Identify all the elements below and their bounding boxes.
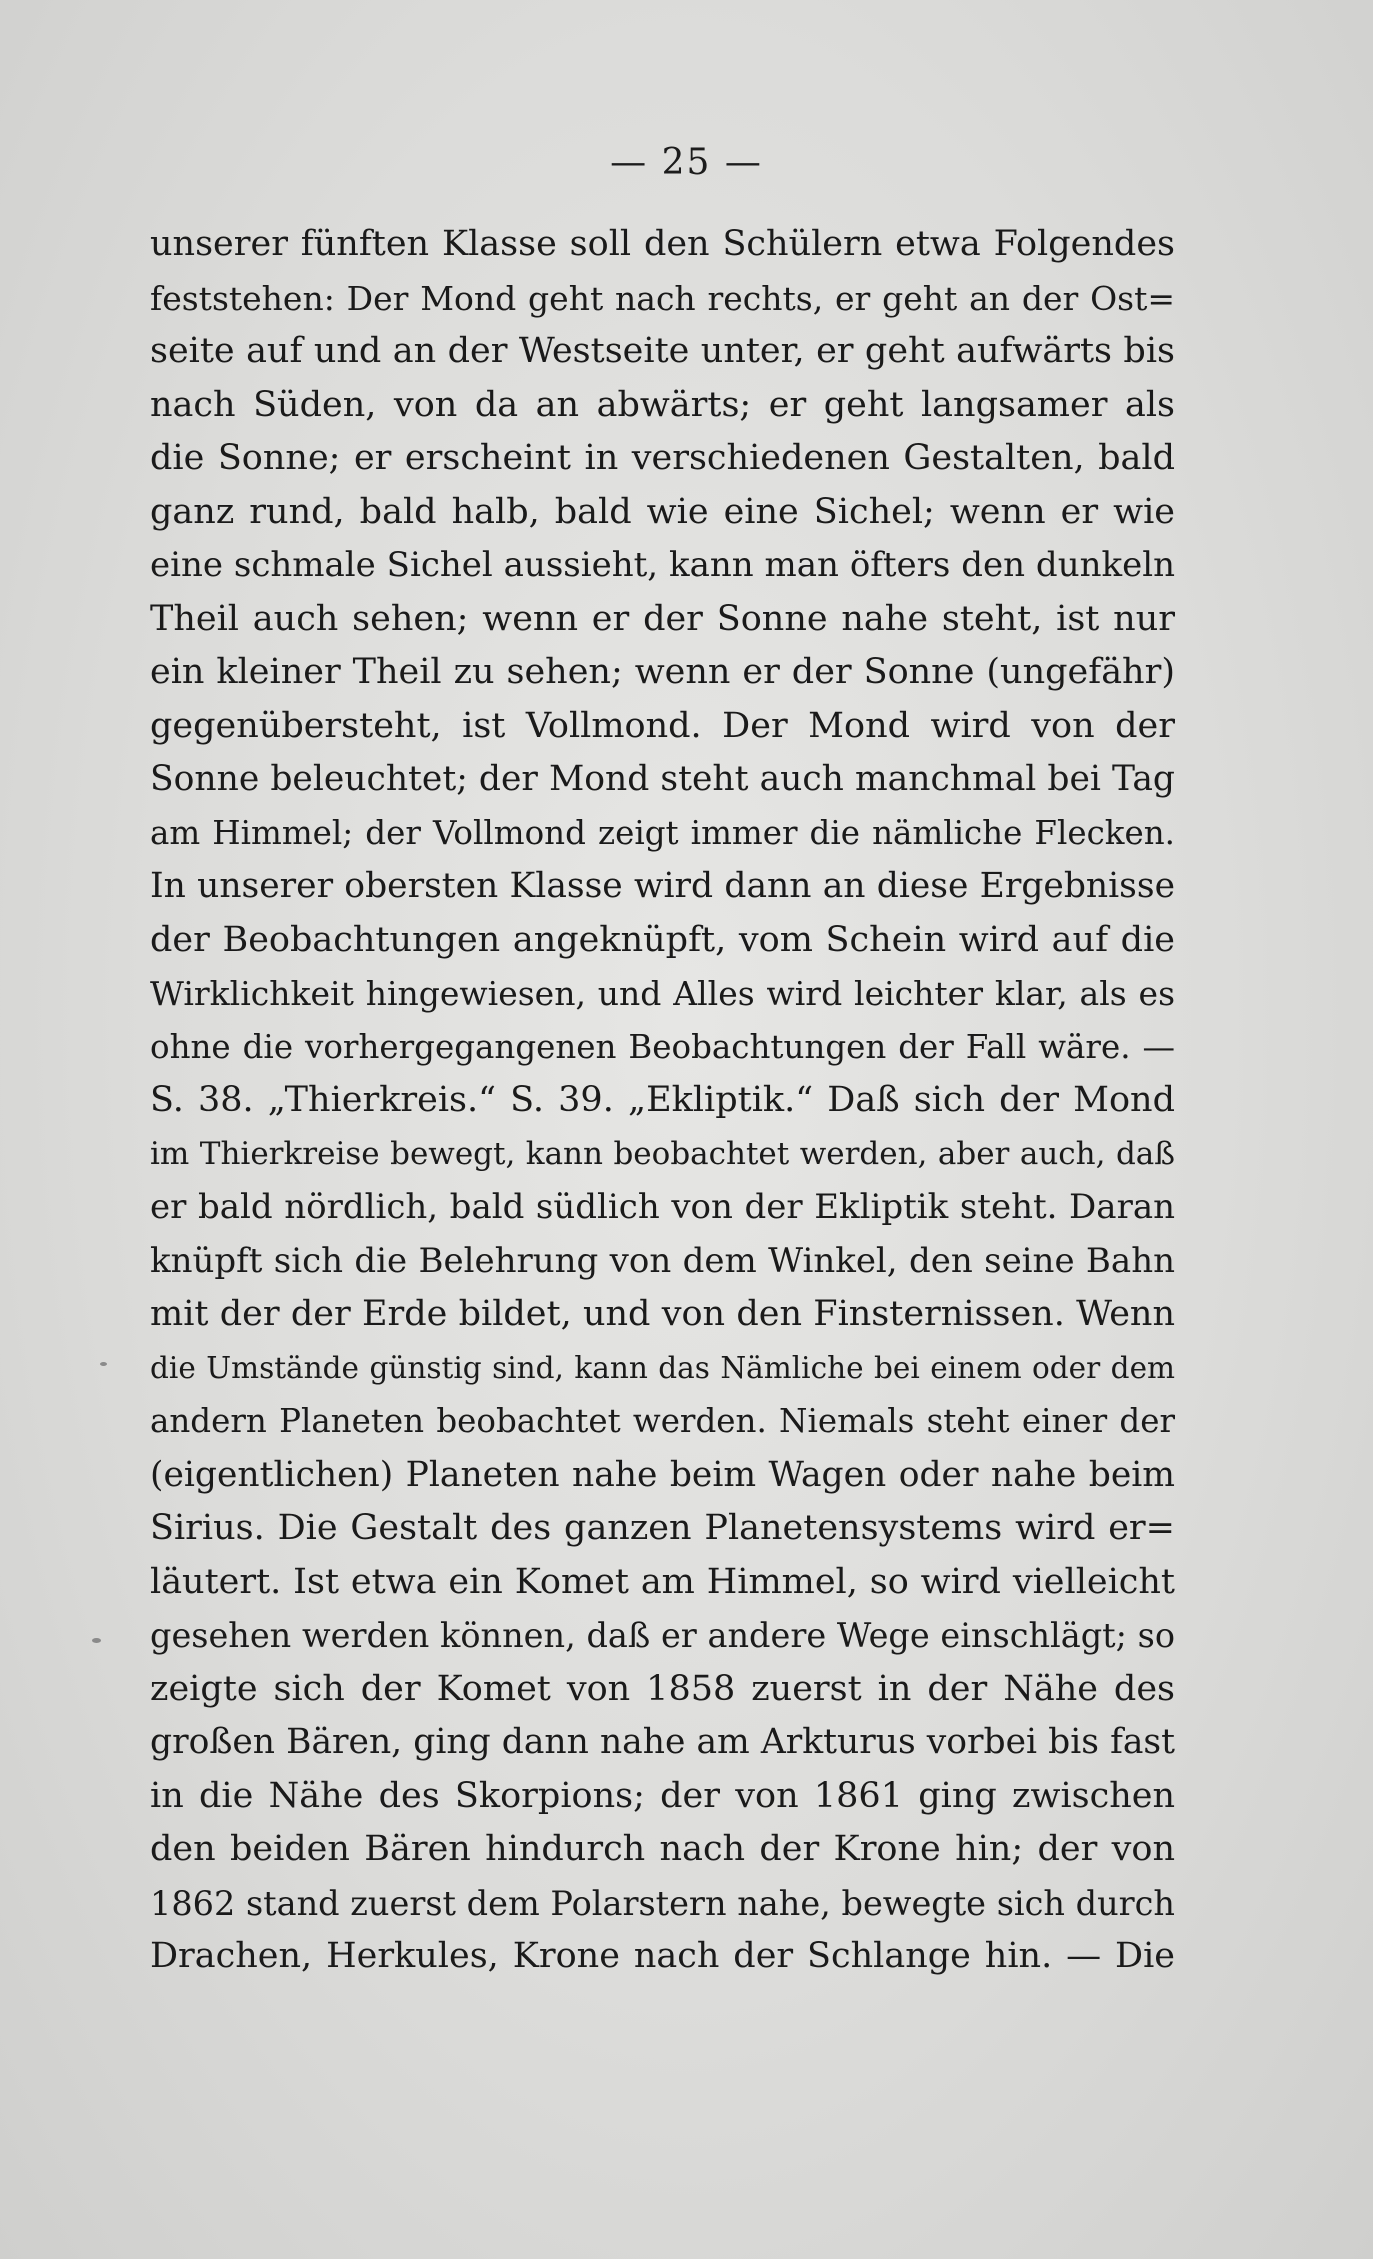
page-number: — 25 — <box>610 142 763 183</box>
text-line: (eigentlichen) Planeten nahe beim Wagen oder nahe beim <box>150 1454 1175 1495</box>
text-line: 1862 stand zuerst dem Polarstern nahe, bewegte sich durch <box>150 1883 1175 1923</box>
body-text <box>150 218 1175 1984</box>
text-line: Sirius. Die Gestalt des ganzen Planetensystems wird er= <box>150 1508 1175 1548</box>
text-line: ganz rund, bald halb, bald wie eine Sichel; wenn er wie <box>150 491 1175 532</box>
paper-speck <box>92 1638 101 1643</box>
text-line: knüpft sich die Belehrung von dem Winkel, den seine Bahn <box>150 1240 1175 1281</box>
text-line: ein kleiner Theil zu sehen; wenn er der Sonne (ungefähr) <box>150 652 1175 692</box>
text-line: ohne die vorhergegangenen Beobachtungen der Fall wäre. — <box>150 1027 1175 1066</box>
text-line: die Umstände günstig sind, kann das Nämliche bei einem oder dem <box>150 1350 1175 1385</box>
text-line: andern Planeten beobachtet werden. Niemals steht einer der <box>150 1402 1175 1440</box>
text-line: S. 38. „Thierkreis.“ S. 39. „Ekliptik.“ Daß sich der Mond <box>150 1080 1175 1120</box>
text-line: er bald nördlich, bald südlich von der Ekliptik steht. Daran <box>150 1187 1175 1227</box>
text-line: der Beobachtungen angeknüpft, vom Schein wird auf die <box>150 919 1175 960</box>
text-line: Drachen, Herkules, Krone nach der Schlange hin. — Die <box>150 1936 1175 1976</box>
text-line: zeigte sich der Komet von 1858 zuerst in der Nähe des <box>150 1668 1175 1709</box>
text-line: gegenübersteht, ist Vollmond. Der Mond wird von der <box>150 705 1175 746</box>
text-line: Sonne beleuchtet; der Mond steht auch manchmal bei Tag <box>150 759 1175 799</box>
text-line: nach Süden, von da an abwärts; er geht langsamer als <box>150 384 1175 425</box>
text-line: die Sonne; er erscheint in verschiedenen Gestalten, bald <box>150 438 1175 478</box>
text-line: feststehen: Der Mond geht nach rechts, er geht an der Ost= <box>150 278 1175 318</box>
text-line: am Himmel; der Vollmond zeigt immer die nämliche Flecken. <box>150 813 1175 852</box>
text-line: Wirklichkeit hingewiesen, und Alles wird leichter klar, als es <box>150 974 1175 1013</box>
text-line: den beiden Bären hindurch nach der Krone hin; der von <box>150 1829 1175 1869</box>
text-line: eine schmale Sichel aussieht, kann man öfters den dunkeln <box>150 545 1175 585</box>
text-line: Theil auch sehen; wenn er der Sonne nahe steht, ist nur <box>150 598 1175 639</box>
text-line: großen Bären, ging dann nahe am Arkturus vorbei bis fast <box>150 1722 1175 1762</box>
text-line: im Thierkreise bewegt, kann beobachtet werden, aber auch, daß <box>150 1135 1175 1172</box>
text-line: in die Nähe des Skorpions; der von 1861 ging zwischen <box>150 1775 1175 1816</box>
text-line: läutert. Ist etwa ein Komet am Himmel, so wird vielleicht <box>150 1561 1175 1602</box>
text-line: gesehen werden können, daß er andere Wege einschlägt; so <box>150 1616 1175 1655</box>
text-line: unserer fünften Klasse soll den Schülern etwa Folgendes <box>150 224 1175 264</box>
text-line: mit der der Erde bildet, und von den Finsternissen. Wenn <box>150 1294 1175 1334</box>
text-line: In unserer obersten Klasse wird dann an diese Ergebnisse <box>150 866 1175 906</box>
text-line: seite auf und an der Westseite unter, er geht aufwärts bis <box>150 331 1175 371</box>
paper-speck <box>100 1362 107 1366</box>
